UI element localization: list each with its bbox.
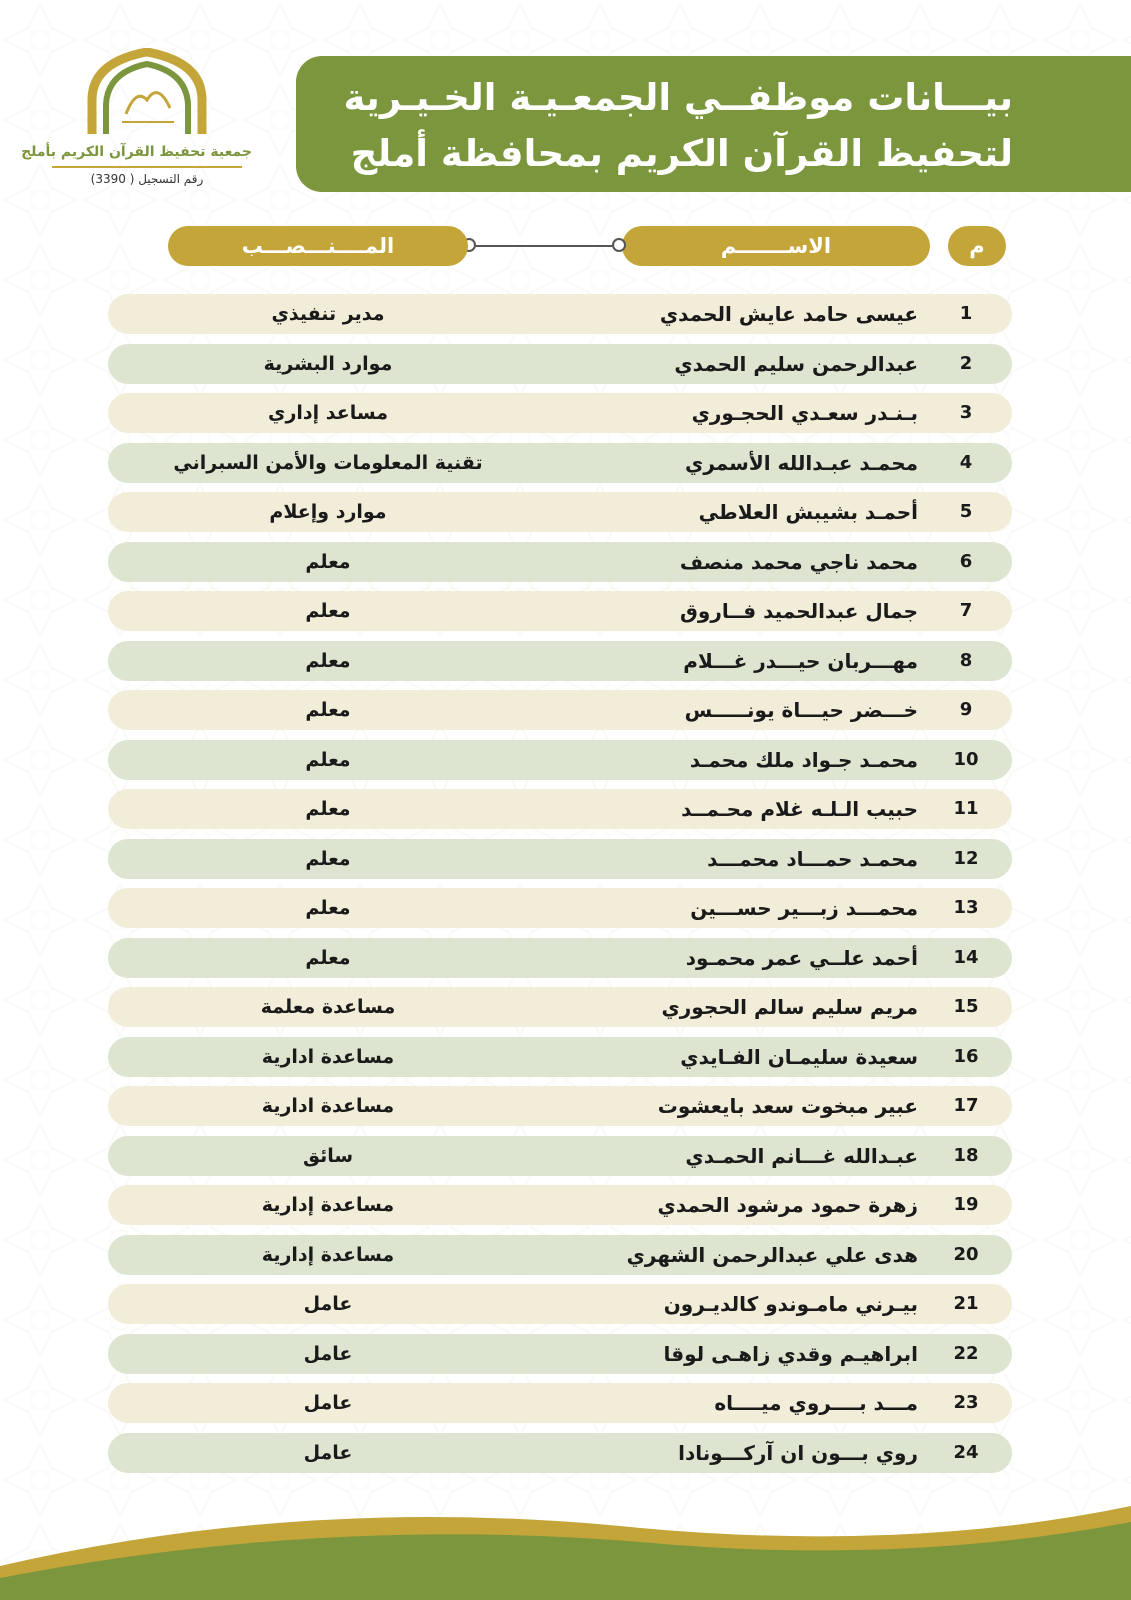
employee-name: محمد ناجي محمد منصف [679, 549, 918, 574]
employee-position: معلم [305, 649, 351, 672]
connector-dot-right [612, 238, 626, 252]
page-title-line-1: بيـــانات موظفــي الجمعـيـة الخـيـرية [343, 76, 1013, 119]
employee-position: مدير تنفيذي [271, 303, 385, 325]
employee-name: ابراهيـم وقدي زاهـى لوقا [663, 1341, 918, 1366]
row-number: 12 [953, 847, 979, 869]
employee-name: سعيدة سليمـان الفـايدي [680, 1044, 918, 1069]
employee-name: مـــد بــــروي ميــــاه [714, 1391, 918, 1415]
row-number: 1 [959, 303, 973, 324]
table-row [108, 1136, 1012, 1176]
employee-position: معلم [305, 897, 351, 919]
employee-name: أحمد علــي عمر محمـود [685, 945, 918, 970]
logo-association-name: جمعية تحفيظ القرآن الكريم بأملج [21, 144, 252, 160]
employee-name: خـــضر حيـــاة يونـــــس [684, 698, 918, 722]
table-row [108, 344, 1012, 384]
employee-position: معلم [305, 550, 351, 573]
employee-position: عامل [303, 1293, 353, 1315]
column-header-name: الاســـــــم [622, 226, 930, 266]
employee-position: معلم [305, 847, 351, 870]
employee-position: عامل [303, 1392, 353, 1414]
employee-position: مساعدة إدارية [261, 1194, 395, 1216]
employee-name: جمال عبدالحميد فــاروق [680, 599, 918, 623]
table-row [108, 839, 1012, 879]
row-number: 9 [959, 699, 973, 720]
row-number: 4 [959, 451, 973, 473]
table-row [108, 393, 1012, 433]
employee-position: مساعدة ادارية [261, 1095, 395, 1117]
employee-position: مساعدة معلمة [260, 996, 396, 1018]
row-number: 8 [959, 649, 973, 671]
employee-name: محمـد جـواد ملك محمـد [689, 747, 918, 772]
employee-name: محمـــد زبـــير حســـين [690, 896, 918, 920]
table-row [108, 789, 1012, 829]
table-row [108, 1037, 1012, 1077]
row-number: 3 [959, 402, 973, 423]
employee-position: معلم [305, 600, 351, 622]
employee-name: حبيب الـلـه غلام محـمــد [681, 797, 918, 821]
table-row [108, 987, 1012, 1027]
table-row [108, 1086, 1012, 1126]
row-number: 5 [959, 501, 973, 522]
row-number: 23 [953, 1392, 979, 1413]
employee-name: مريم سليم سالم الحجوري [661, 995, 918, 1019]
association-logo [21, 48, 252, 208]
employee-name: محمـد حمـــاد محمـــد [707, 846, 918, 871]
table-row [108, 1284, 1012, 1324]
table-row [108, 641, 1012, 681]
page-title-line-2: لتحفيظ القرآن الكريم بمحافظة أملج [350, 132, 1013, 175]
employee-name: بيـرني مامـوندو كالديـرون [663, 1292, 918, 1316]
logo-emblem-icon [86, 48, 208, 140]
table-row [108, 888, 1012, 928]
table-row [108, 591, 1012, 631]
header-connector-line [470, 245, 622, 247]
employee-position: موارد البشرية [263, 352, 393, 375]
row-number: 20 [953, 1243, 979, 1265]
row-number: 14 [953, 946, 979, 968]
employee-name: عبير مبخوت سعد بايعشوت [657, 1094, 918, 1118]
table-row [108, 1334, 1012, 1374]
row-number: 16 [953, 1045, 979, 1067]
employee-name: محمـد عبـدالله الأسمري [685, 450, 918, 475]
table-row [108, 1433, 1012, 1473]
table-header [0, 224, 1131, 268]
table-row [108, 938, 1012, 978]
employee-position: معلم [305, 798, 351, 820]
column-header-number: م [948, 226, 1006, 266]
row-number: 10 [953, 748, 979, 770]
table-row [108, 1235, 1012, 1275]
table-row [108, 294, 1012, 334]
row-number: 19 [953, 1194, 979, 1215]
employee-name: روي بـــون ان آركـــونادا [678, 1440, 918, 1465]
employee-position: معلم [305, 748, 351, 771]
employee-position: تقنية المعلومات والأمن السبراني [173, 451, 483, 474]
table-row [108, 443, 1012, 483]
employee-position: مساعد إداري [268, 402, 388, 424]
employee-name: عيسى حامد عايش الحمدي [659, 302, 918, 326]
employee-name: هدى علي عبدالرحمن الشهري [626, 1242, 918, 1267]
employee-position: مساعدة إدارية [261, 1243, 395, 1266]
logo-registration-number: رقم التسجيل ( 3390) [90, 172, 204, 186]
column-header-position: المــــنـــصـــب [168, 226, 468, 266]
employee-name: أحمـد بشيبش العلاطي [698, 500, 918, 524]
row-number: 11 [953, 798, 979, 819]
row-number: 2 [959, 352, 973, 374]
employee-name: عبدالرحمن سليم الحمدي [674, 351, 918, 376]
employee-name: بـنـدر سعـدي الحجـوري [691, 401, 918, 425]
employee-name: مهـــربان حيـــدر غـــلام [683, 648, 918, 673]
employee-name: زهرة حمود مرشود الحمدي [657, 1193, 918, 1217]
table-row [108, 1383, 1012, 1423]
row-number: 17 [953, 1095, 979, 1116]
logo-divider [52, 166, 242, 168]
table-row [108, 492, 1012, 532]
table-row [108, 542, 1012, 582]
table-row [108, 740, 1012, 780]
row-number: 22 [953, 1342, 979, 1364]
employee-position: سائق [302, 1144, 354, 1167]
table-row [108, 690, 1012, 730]
row-number: 15 [953, 996, 979, 1017]
row-number: 21 [953, 1293, 979, 1314]
table-row [108, 1185, 1012, 1225]
employee-position: عامل [303, 1342, 353, 1365]
employee-position: معلم [305, 699, 351, 721]
page-title-banner [296, 56, 1131, 192]
employee-position: مساعدة ادارية [261, 1045, 395, 1068]
row-number: 7 [959, 600, 973, 621]
employee-position: معلم [305, 946, 351, 969]
row-number: 6 [959, 550, 973, 572]
row-number: 18 [953, 1144, 979, 1166]
footer-wave-decoration [0, 1496, 1131, 1600]
row-number: 24 [953, 1441, 979, 1463]
row-number: 13 [953, 897, 979, 918]
employee-position: موارد وإعلام [269, 501, 387, 523]
employee-table [108, 294, 1012, 1482]
employee-name: عبـدالله غـــانم الحمـدي [685, 1143, 918, 1168]
employee-position: عامل [303, 1441, 353, 1464]
